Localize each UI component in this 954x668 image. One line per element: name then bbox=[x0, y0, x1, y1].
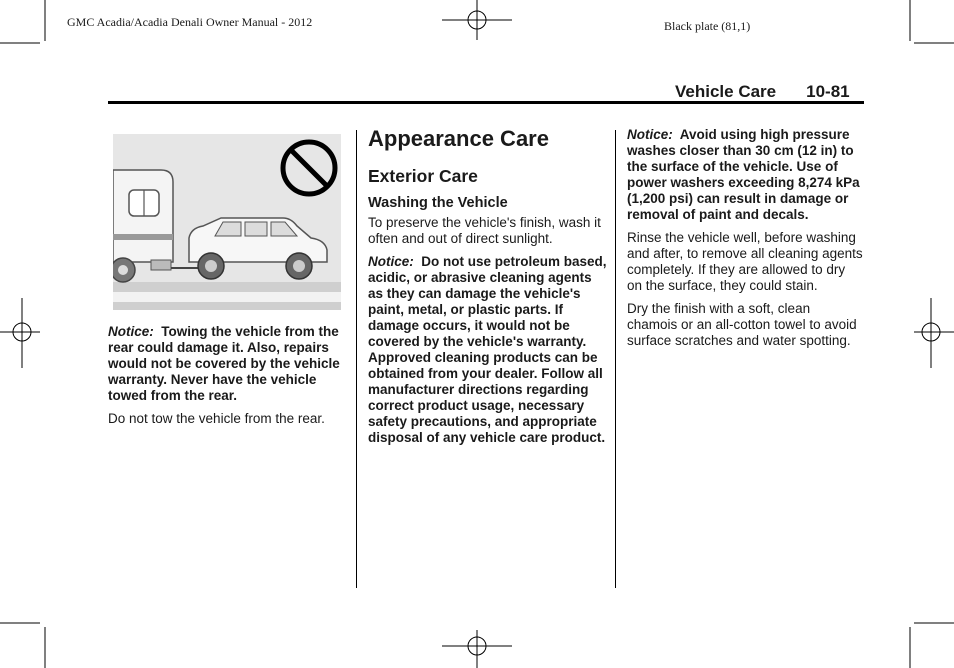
plate-info-right: Black plate (81,1) bbox=[664, 19, 751, 33]
subsection-heading: Washing the Vehicle bbox=[368, 195, 508, 211]
section-title: Vehicle Care bbox=[675, 82, 777, 101]
notice-text: Do not use petroleum based, acidic, or abrasive cleaning agents as they can damage the vehicle's paint, metal, or plastic parts. If damage occurs, it would not be covered by the vehicle's warranty. Approved cleaning products can be obtained from your dealer. Follow all manufacturer directions regarding correct product usage, necessary safety precautions, and appropriate disposal of any vehicle care product. bbox=[368, 254, 607, 445]
no-rear-towing-icon bbox=[113, 134, 341, 310]
plate-info-left: GMC Acadia/Acadia Denali Owner Manual - 2012 bbox=[67, 15, 313, 29]
column-divider-2 bbox=[615, 130, 616, 588]
section-heading: Exterior Care bbox=[368, 166, 478, 186]
column-1 bbox=[108, 324, 348, 434]
notice-text: Avoid using high pressure washes closer than 30 cm (12 in) to the surface of the vehicle. Use of power washers exceeding 8,274 kPa (1,200 psi) can result in damage or removal of paint and decals. bbox=[627, 127, 860, 222]
page-number: 10-81 bbox=[806, 82, 850, 101]
notice-label: Notice: bbox=[627, 127, 673, 142]
notice-label: Notice: bbox=[368, 254, 414, 269]
column-2 bbox=[368, 126, 608, 453]
dry-paragraph: Dry the finish with a soft, clean chamois or an all-cotton towel to avoid surface scratches and water spotting. bbox=[627, 301, 857, 348]
notice-label: Notice: bbox=[108, 324, 154, 339]
towing-notice bbox=[108, 324, 348, 404]
towing-instruction: Do not tow the vehicle from the rear. bbox=[108, 411, 325, 426]
cleaning-notice bbox=[368, 254, 608, 446]
header-rule bbox=[108, 101, 864, 104]
washing-intro: To preserve the vehicle's finish, wash it often and out of direct sunlight. bbox=[368, 215, 601, 246]
column-3 bbox=[627, 127, 863, 356]
rinse-paragraph: Rinse the vehicle well, before washing and after, to remove all cleaning agents completely. If they are allowed to dry on the surface, they could stain. bbox=[627, 230, 863, 293]
running-header bbox=[675, 82, 850, 102]
pressure-wash-notice bbox=[627, 127, 863, 223]
notice-text: Towing the vehicle from the rear could damage it. Also, repairs would not be covered by the vehicle warranty. Never have the vehicle towed from the rear. bbox=[108, 324, 340, 403]
column-divider-1 bbox=[356, 130, 357, 588]
page-heading: Appearance Care bbox=[368, 126, 549, 151]
